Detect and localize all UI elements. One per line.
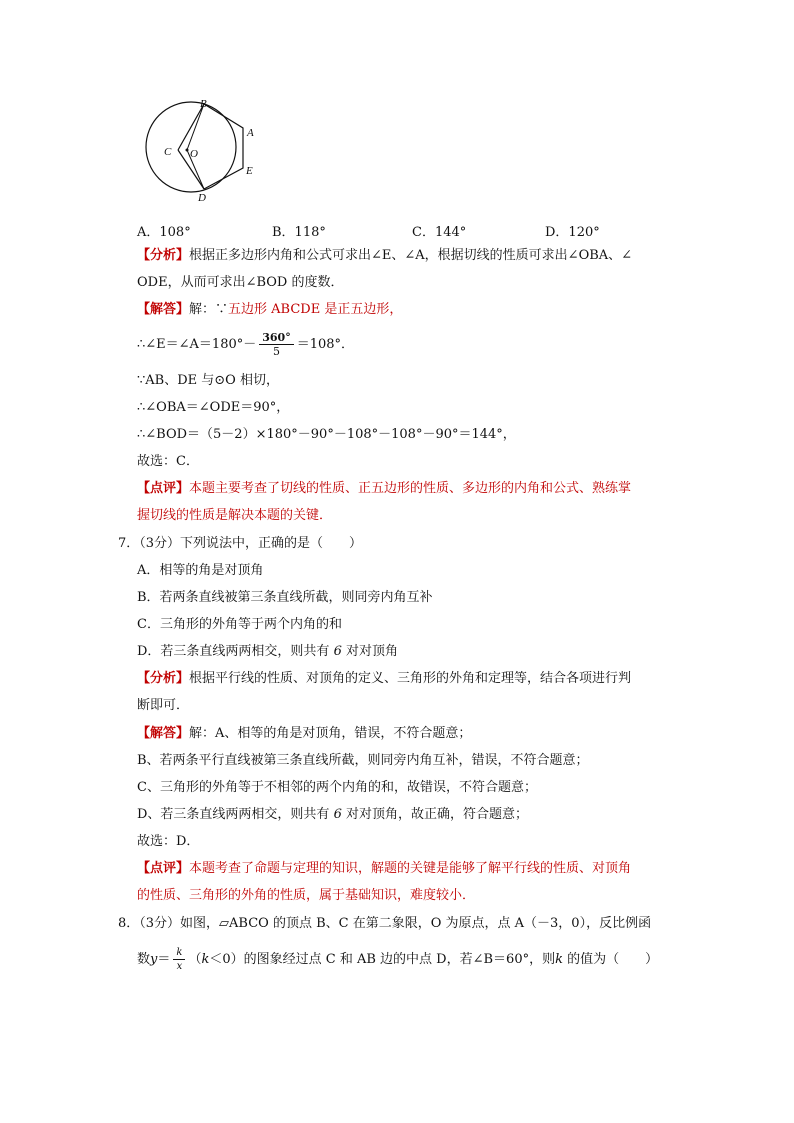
q6-step-2: ∵AB、DE 与⊙O 相切， xyxy=(137,373,279,388)
label-d: D xyxy=(198,192,206,204)
q6-option-d: D．120° xyxy=(545,225,600,240)
segment-cb xyxy=(178,104,204,150)
q7-analysis xyxy=(137,670,631,688)
q7-solution-c: C、三角形的外角等于不相邻的两个内角的和，故错误，不符合题意； xyxy=(137,780,537,795)
q7-solution-d xyxy=(137,806,528,824)
q7-option-b: B．若两条直线被第三条直线所截，则同旁内角互补 xyxy=(137,590,433,605)
q6-answer: 故选：C． xyxy=(137,454,199,469)
analysis-text: 根据正多边形内角和公式可求出∠E、∠A，根据切线的性质可求出∠OBA、∠ xyxy=(189,248,633,263)
q7-solution-b: B、若两条平行直线被第三条直线所截，则同旁内角互补，错误，不符合题意； xyxy=(137,753,589,768)
q8-stem: 8．（3分）如图，▱ABCO 的顶点 B、C 在第二象限，O 为原点，点 A（－3，0），反比例函 xyxy=(118,916,652,931)
label-o: O xyxy=(190,148,198,160)
fraction-denominator: x xyxy=(176,961,183,972)
solution-tag: 【解答】 xyxy=(137,726,190,741)
q6-step-4: ∴∠BOD＝（5－2）×180°－90°－108°－108°－90°＝144°， xyxy=(137,427,516,442)
q6-analysis xyxy=(137,247,632,265)
q6-option-b: B．118° xyxy=(272,225,326,240)
q7-option-d xyxy=(137,643,398,661)
fraction-numerator: k xyxy=(173,946,185,960)
solution-d-number: 6 xyxy=(333,807,342,822)
q8-stem-cont xyxy=(137,945,658,975)
segment-ob xyxy=(187,104,204,150)
q7-option-c: C．三角形的外角等于两个内角的和 xyxy=(137,617,342,632)
solution-d-prefix: D、若三条直线两两相交，则共有 xyxy=(137,807,334,822)
comment-tag: 【点评】 xyxy=(137,481,190,496)
var-y: y xyxy=(150,952,158,967)
q6-option-a: A．108° xyxy=(137,225,191,240)
comment-tag: 【点评】 xyxy=(137,861,190,876)
comment-text: 本题考查了命题与定理的知识，解题的关键是能够了解平行线的性质、对顶角 xyxy=(189,861,632,876)
stem-end: 的值为（ ） xyxy=(562,952,659,967)
center-dot xyxy=(186,149,189,152)
solution-tag: 【解答】 xyxy=(137,302,190,317)
solution-d-suffix: 对对顶角，故正确，符合题意； xyxy=(341,807,528,822)
solution-a: 解：A、相等的角是对顶角，错误，不符合题意； xyxy=(189,726,472,741)
q6-comment xyxy=(137,480,631,498)
fraction-360-5 xyxy=(259,331,293,358)
q6-option-c: C．144° xyxy=(412,225,467,240)
q6-step-3: ∴∠OBA＝∠ODE＝90°， xyxy=(137,400,290,415)
label-b: B xyxy=(200,98,207,110)
stem-body: ＜0）的图象经过点 C 和 AB 边的中点 D，若∠B＝60°，则 xyxy=(209,952,556,967)
option-d-suffix: 对对顶角 xyxy=(341,644,398,659)
geometry-figure xyxy=(130,95,265,205)
q7-comment-cont: 的性质、三角形的外角的性质，属于基础知识，难度较小． xyxy=(137,888,476,903)
analysis-text: 根据平行线的性质、对顶角的定义、三角形的外角和定理等，结合各项进行判 xyxy=(189,671,632,686)
q7-stem: 7．（3分）下列说法中，正确的是（ ） xyxy=(118,536,363,551)
label-c: C xyxy=(164,146,172,158)
option-d-prefix: D．若三条直线两两相交，则共有 xyxy=(137,644,334,659)
label-e: E xyxy=(246,165,253,177)
fraction-numerator: 360° xyxy=(259,331,293,345)
q6-analysis-cont: ODE，从而可求出∠BOD 的度数． xyxy=(137,275,344,290)
label-a: A xyxy=(247,127,254,139)
q7-solution xyxy=(137,725,471,743)
q7-analysis-cont: 断即可． xyxy=(137,698,190,713)
fraction-denominator: 5 xyxy=(272,345,280,358)
var-k: k xyxy=(201,952,210,967)
q6-solution xyxy=(137,301,402,319)
q7-answer: 故选：D． xyxy=(137,834,200,849)
cond-open: （ xyxy=(188,952,202,967)
equals: ＝ xyxy=(157,952,171,967)
q7-comment xyxy=(137,860,631,878)
analysis-tag: 【分析】 xyxy=(137,671,190,686)
var-k-2: k xyxy=(555,952,563,967)
fraction-k-over-x xyxy=(173,946,185,973)
q6-step-1 xyxy=(137,330,354,360)
q6-comment-cont: 握切线的性质是解决本题的关键． xyxy=(137,508,333,523)
q7-option-a: A．相等的角是对顶角 xyxy=(137,563,264,578)
step1-prefix: ∴∠E＝∠A＝180°－ xyxy=(137,337,257,352)
solution-highlight: 五边形 ABCDE 是正五边形， xyxy=(228,302,403,317)
analysis-tag: 【分析】 xyxy=(137,248,190,263)
solution-prefix: 解：∵ xyxy=(189,302,229,317)
option-d-number: 6 xyxy=(333,644,342,659)
comment-text: 本题主要考查了切线的性质、正五边形的性质、多边形的内角和公式、熟练掌 xyxy=(189,481,632,496)
pentagon-outline xyxy=(204,104,243,189)
step1-suffix: ＝108°． xyxy=(296,337,355,352)
stem-prefix: 数 xyxy=(137,952,151,967)
